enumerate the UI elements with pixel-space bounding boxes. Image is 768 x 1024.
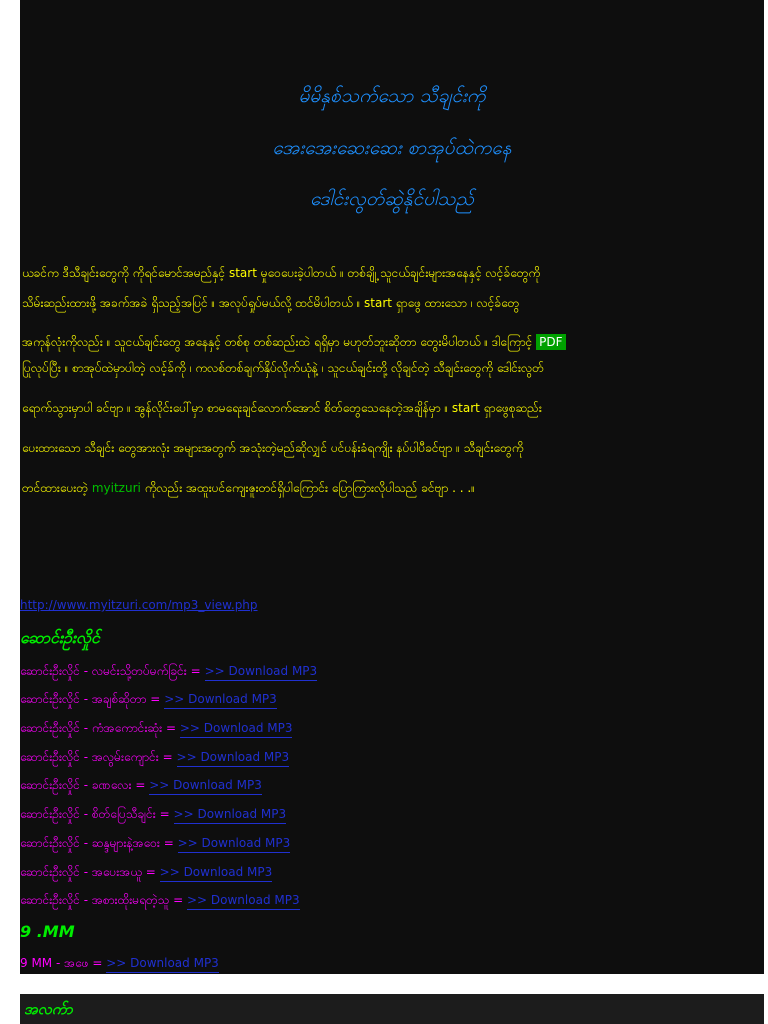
section-title-saung-oo-hlaing: ဆောင်းဦးလှိုင်: [20, 628, 100, 647]
intro-line-7-text-a: တင်ထားပေးတဲ့: [22, 481, 89, 495]
headline-2: အေးအေးဆေးဆေး စာအုပ်ထဲကနေ: [272, 137, 512, 159]
song-label: ဆောင်းဦးလှိုင် - အပေးအယူ =: [20, 865, 156, 879]
song-label: ဆောင်းဦးလှိုင် - လမင်းသို့တပ်မက်ခြင်း =: [20, 664, 201, 678]
footer-bar: [20, 994, 764, 1024]
pdf-badge: PDF: [536, 334, 565, 350]
song-item: [20, 892, 300, 910]
song-label: ဆောင်းဦးလှိုင် - ဆန္ဒများနဲ့အဝေး =: [20, 836, 174, 850]
download-mp3-link[interactable]: >> Download MP3: [106, 956, 219, 973]
headline-1: မိမိနှစ်သက်သော သီချင်းကို: [298, 85, 486, 107]
intro-line-3-text: အကုန်လုံးကိုလည်း ။ သူငယ်ချင်းတွေ အနေနှင့် တစ်စု တစ်ဆည်းထဲ ရရှိမှာ မဟုတ်ဘူးဆိုတာ တွေးမိပါတယ် ။ ဒါကြောင့်: [22, 335, 533, 349]
intro-line-6: ပေးထားသော သီချင်း တွေအားလုံး အများအတွက် အသုံးတဲ့မည်ဆိုလျှင် ပင်ပန်းခံရကျိုး နပ်ပါပီခင်ဗျာ ။ သီချင်းတွေကို: [22, 441, 524, 455]
post-content: [20, 0, 764, 974]
footer-title: အလက်ာ: [24, 1000, 73, 1018]
song-item: [20, 663, 317, 681]
intro-line-4: ပြုလုပ်ပြီး ။ စာအုပ်ထဲမှာပါတဲ့ လင့်ခ်ကို ၊ ကလစ်တစ်ချက်နှိပ်လိုက်ယုံနဲ့ ၊ သူငယ်ချင်းတို့ လိုချင်တဲ့ သီချင်းတွေကို ဒေါင်းလွတ်: [22, 361, 544, 375]
intro-line-2: သိမ်းဆည်းထားဖို့ အခက်အခဲ ရှိသည့်အပြင် ။ အလုပ်ရှုပ်မယ်လို့ ထင်မိပါတယ် ။ start ရှာဖွေ ထားသော ၊ လင့်ခ်တွေ: [22, 296, 520, 310]
download-mp3-link[interactable]: >> Download MP3: [164, 692, 277, 709]
download-mp3-link[interactable]: >> Download MP3: [187, 893, 300, 910]
song-item: [20, 749, 289, 767]
download-mp3-link[interactable]: >> Download MP3: [174, 807, 287, 824]
source-url-link[interactable]: http://www.myitzuri.com/mp3_view.php: [20, 598, 258, 612]
song-label: ဆောင်းဦးလှိုင် - ခဏလေး =: [20, 778, 146, 792]
song-label: ဆောင်းဦးလှိုင် - အချစ်ဆိုတာ =: [20, 692, 161, 706]
download-mp3-link[interactable]: >> Download MP3: [177, 750, 290, 767]
song-item: [20, 691, 277, 709]
intro-line-7-text-b: ကိုလည်း အထူးပင်ကျေးဇူးတင်ရှိပါကြောင်း ပြောကြားလိုပါသည် ခင်ဗျာ . . .။: [144, 481, 475, 495]
intro-line-7: [22, 480, 762, 496]
song-item: [20, 720, 292, 738]
song-item: [20, 864, 272, 882]
song-label: 9 MM - အဖေ =: [20, 956, 103, 970]
song-item: [20, 777, 262, 795]
download-mp3-link[interactable]: >> Download MP3: [149, 778, 262, 795]
song-item: [20, 835, 290, 853]
song-label: ဆောင်းဦးလှိုင် - အစားထိုးမရတဲ့သူ =: [20, 893, 184, 907]
intro-line-1: ယခင်က ဒီသီချင်းတွေကို ကိုရင်မောင်အမည်နှင့် start မှုဝေပေးခဲ့ပါတယ် ။ တစ်ချို့ သူငယ်ချင်းများအနေနှင့် လင့်ခ်တွေကို: [22, 266, 541, 280]
song-label: ဆောင်းဦးလှိုင် - အလွမ်းကျောင်း =: [20, 750, 173, 764]
download-mp3-link[interactable]: >> Download MP3: [160, 865, 273, 882]
song-item: [20, 806, 286, 824]
download-mp3-link[interactable]: >> Download MP3: [205, 664, 318, 681]
song-item: [20, 955, 219, 973]
download-mp3-link[interactable]: >> Download MP3: [178, 836, 291, 853]
intro-line-5: ရောက်သွားမှာပါ ခင်ဗျာ ။ အွန်လိုင်းပေါ်မှာ စာမရေးချင်လောက်အောင် စိတ်တွေသေနေတဲ့အချိန်မှာ ။ start ရှာဖွေစုဆည်း: [22, 401, 542, 415]
song-label: ဆောင်းဦးလှိုင် - စိတ်ပြေသီချင်း =: [20, 807, 170, 821]
myitzuri-link[interactable]: myitzuri: [91, 481, 141, 495]
song-label: ဆောင်းဦးလှိုင် - ကံအကောင်းဆုံး =: [20, 721, 177, 735]
section-title-9mm: 9 .MM: [20, 922, 75, 941]
download-mp3-link[interactable]: >> Download MP3: [180, 721, 293, 738]
headline-3: ဒေါင်းလွတ်ဆွဲနိုင်ပါသည်: [309, 188, 475, 210]
intro-line-3: [22, 334, 762, 350]
